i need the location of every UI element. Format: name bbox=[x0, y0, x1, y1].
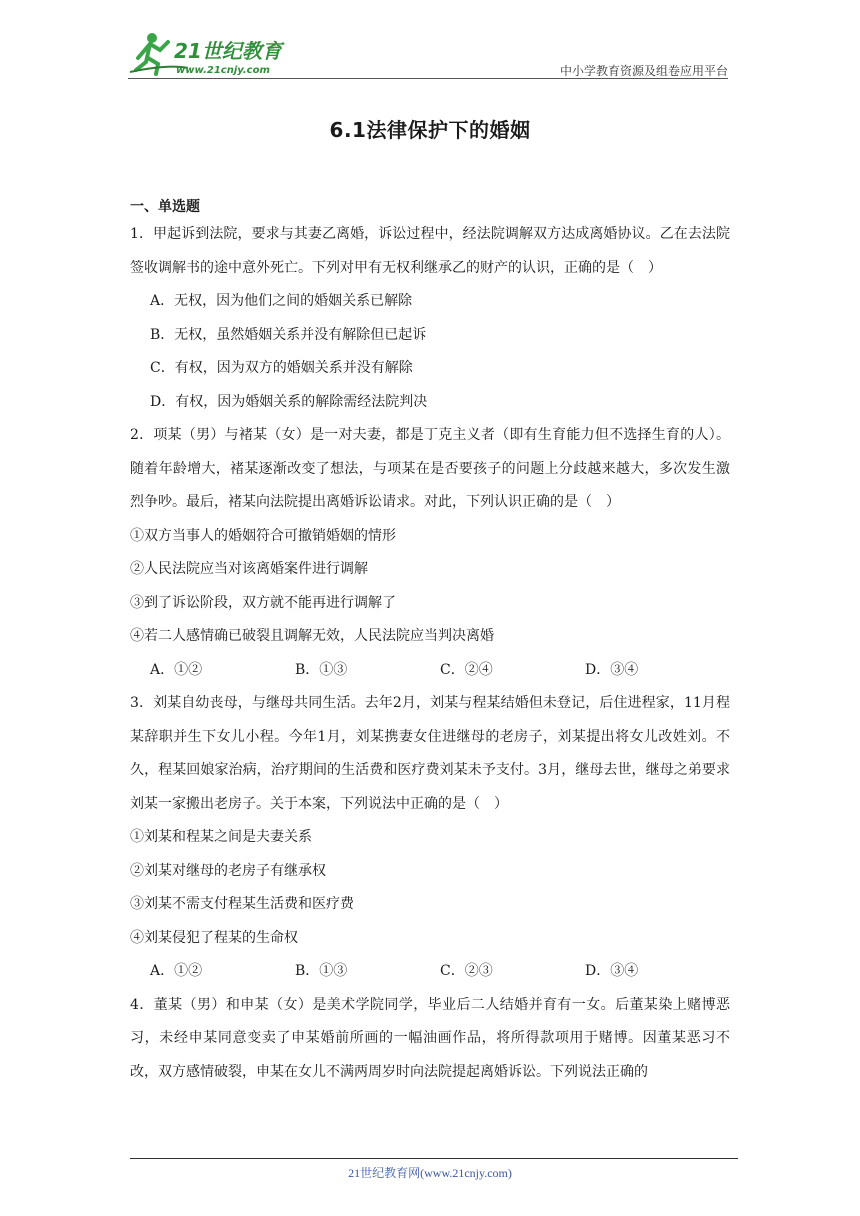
option-a: A．无权，因为他们之间的婚姻关系已解除 bbox=[150, 293, 413, 309]
statement-3: ③到了诉讼阶段，双方就不能再进行调解了 bbox=[130, 594, 396, 611]
question-stem: 3．刘某自幼丧母，与继母共同生活。去年2月，刘某与程某结婚但未登记，后住进程家，11月程某辞职并生下女儿小程。今年1月，刘某携妻女住进继母的老房子，刘某提出将女儿改姓刘。不久，程某回娘家治病，治疗期间的生活费和医疗费刘某未予支付。3月，继母去世，继母之弟要求刘某一家搬出老房子。关于本案，下列说法中正确的是（ ） bbox=[130, 695, 730, 812]
question-stem: 2．项某（男）与褚某（女）是一对夫妻，都是丁克主义者（即有生育能力但不选择生育的人）。随着年龄增大，褚某逐渐改变了想法，与项某在是否要孩子的问题上分歧越来越大，多次发生激烈争吵。最后，褚某向法院提出离婚诉讼请求。对此，下列认识正确的是（ ） bbox=[130, 427, 730, 510]
page-title: 6.1法律保护下的婚姻 bbox=[329, 118, 531, 142]
statement-2: ②人民法院应当对该离婚案件进行调解 bbox=[130, 561, 368, 577]
option-c: C．有权，因为双方的婚姻关系并没有解除 bbox=[150, 360, 413, 376]
svg-text:www.21cnjy.com: www.21cnjy.com bbox=[176, 65, 270, 76]
header-divider bbox=[128, 78, 728, 79]
question-stem: 4．董某（男）和申某（女）是美术学院同学，毕业后二人结婚并育有一女。后董某染上赌博恶习，未经申某同意变卖了申某婚前所画的一幅油画作品，将所得款项用于赌博。因董某恶习不改，双方感情破裂，申某在女儿不满两周岁时向法院提起离婚诉讼。下列说法正确的 bbox=[130, 996, 730, 1080]
question-stem: 1．甲起诉到法院，要求与其妻乙离婚，诉讼过程中，经法院调解双方达成离婚协议。乙在去法院签收调解书的途中意外死亡。下列对甲有无权利继承乙的财产的认识，正确的是（ ） bbox=[130, 226, 730, 276]
option-b: B．①③ bbox=[295, 661, 348, 678]
footer-divider bbox=[130, 1158, 738, 1159]
option-a: A．①② bbox=[150, 661, 203, 678]
document-body bbox=[130, 196, 730, 1089]
page-header bbox=[128, 28, 728, 80]
question-3 bbox=[130, 687, 730, 989]
question-4 bbox=[130, 989, 730, 1090]
statement-3: ③刘某不需支付程某生活费和医疗费 bbox=[130, 896, 354, 912]
option-a: A．①② bbox=[150, 963, 203, 979]
option-d: D．③④ bbox=[585, 963, 639, 979]
footer-link[interactable]: 21世纪教育网(www.21cnjy.com) bbox=[348, 1166, 512, 1180]
section-heading: 一、单选题 bbox=[130, 199, 200, 215]
statement-1: ①刘某和程某之间是夫妻关系 bbox=[130, 829, 312, 845]
option-b: B．无权，虽然婚姻关系并没有解除但已起诉 bbox=[150, 326, 427, 343]
option-d: D．③④ bbox=[585, 661, 639, 678]
option-b: B．①③ bbox=[295, 963, 348, 979]
question-2 bbox=[130, 419, 730, 687]
statement-4: ④若二人感情确已破裂且调解无效，人民法院应当判决离婚 bbox=[130, 628, 494, 644]
statement-2: ②刘某对继母的老房子有继承权 bbox=[130, 862, 326, 879]
svg-text:21世纪教育: 21世纪教育 bbox=[174, 39, 282, 63]
options-row bbox=[130, 654, 730, 688]
option-c: C．②④ bbox=[440, 661, 493, 678]
statement-4: ④刘某侵犯了程某的生命权 bbox=[130, 929, 298, 946]
options-row bbox=[130, 955, 730, 989]
logo-21cnjy bbox=[128, 28, 298, 78]
statement-1: ①双方当事人的婚姻符合可撤销婚姻的情形 bbox=[130, 527, 396, 544]
option-c: C．②③ bbox=[440, 963, 493, 979]
option-d: D．有权，因为婚姻关系的解除需经法院判决 bbox=[150, 393, 428, 410]
question-1 bbox=[130, 218, 730, 419]
platform-name: 中小学教育资源及组卷应用平台 bbox=[559, 64, 728, 78]
